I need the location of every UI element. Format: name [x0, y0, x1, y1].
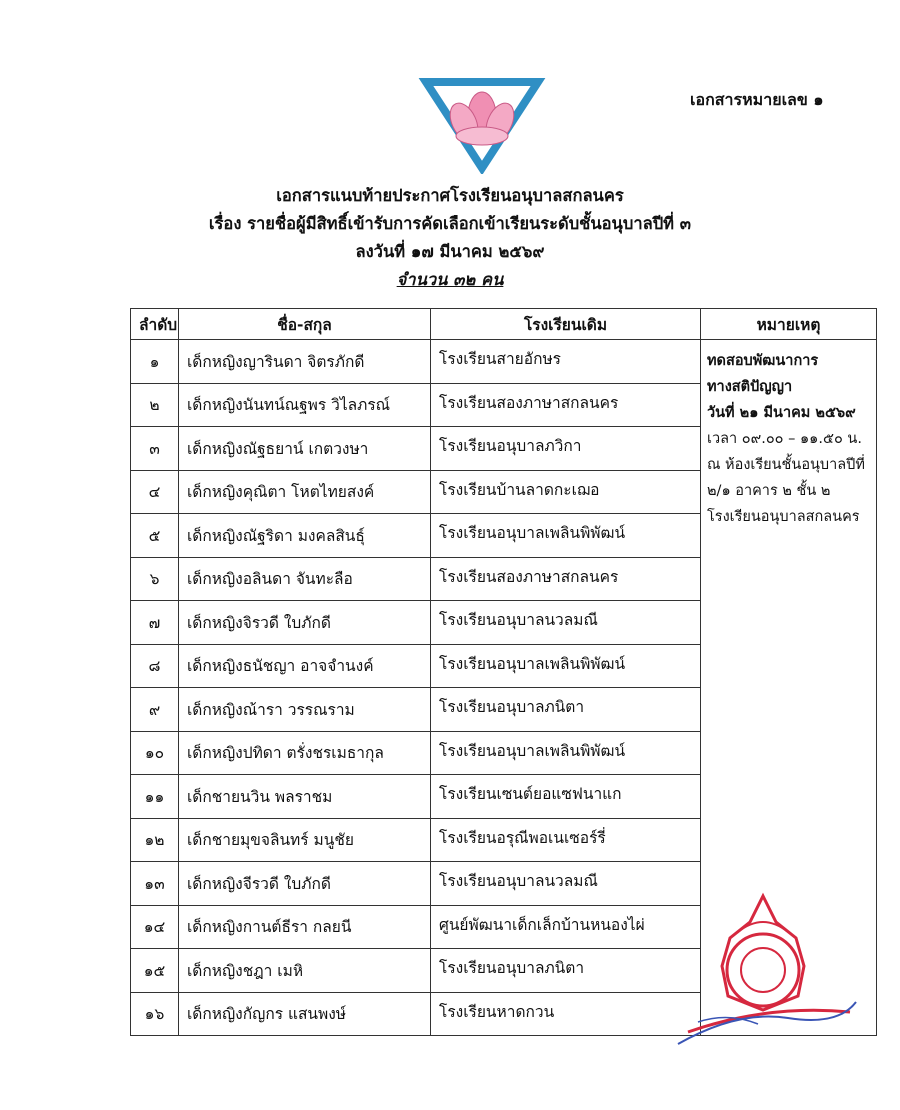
document-heading — [0, 182, 900, 294]
row-name: เด็กหญิงกานต์ธีรา กลยนี — [179, 905, 431, 949]
row-name: เด็กหญิงจิรวดี ใบภักดี — [179, 601, 431, 645]
header-school: โรงเรียนเดิม — [431, 309, 701, 340]
row-no: ๑๓ — [131, 862, 179, 906]
row-school: โรงเรียนสองภาษาสกลนคร — [431, 557, 701, 601]
row-school: โรงเรียนอนุบาลนวลมณี — [431, 601, 701, 645]
row-school: โรงเรียนอนุบาลภนิตา — [431, 688, 701, 732]
heading-line-2: เรื่อง รายชื่อผู้มีสิทธิ์เข้ารับการคัดเลือกเข้าเรียนระดับชั้นอนุบาลปีที่ ๓ — [208, 214, 692, 233]
row-no: ๑๐ — [131, 731, 179, 775]
row-name: เด็กหญิงจีรวดี ใบภักดี — [179, 862, 431, 906]
row-name: เด็กหญิงญารินดา จิตรภักดี — [179, 340, 431, 384]
table-header-row — [131, 309, 877, 340]
remark-line-2: ทางสติปัญญา — [707, 379, 793, 395]
row-school: โรงเรียนอรุณีพอเนเซอร์รี่ — [431, 818, 701, 862]
header-remark: หมายเหตุ — [701, 309, 877, 340]
heading-line-3: ลงวันที่ ๑๗ มีนาคม ๒๕๖๙ — [355, 242, 545, 261]
heading-count: จำนวน ๓๒ คน — [396, 270, 504, 289]
row-name: เด็กหญิงชฎา เมหิ — [179, 949, 431, 993]
row-school: โรงเรียนอนุบาลเพลินพิพัฒน์ — [431, 514, 701, 558]
row-school: โรงเรียนอนุบาลเพลินพิพัฒน์ — [431, 731, 701, 775]
heading-line-1: เอกสารแนบท้ายประกาศโรงเรียนอนุบาลสกลนคร — [276, 186, 624, 205]
row-name: เด็กหญิงกัญกร แสนพงษ์ — [179, 992, 431, 1036]
row-no: ๕ — [131, 514, 179, 558]
row-name: เด็กหญิงณัฐริดา มงคลสินธุ์ — [179, 514, 431, 558]
row-no: ๑๑ — [131, 775, 179, 819]
remark-line-4: เวลา ๐๙.๐๐ – ๑๑.๕๐ น. — [707, 431, 862, 447]
row-school: โรงเรียนเซนต์ยอแซฟนาแก — [431, 775, 701, 819]
row-no: ๖ — [131, 557, 179, 601]
remark-line-7: โรงเรียนอนุบาลสกลนคร — [707, 509, 860, 525]
row-name: เด็กชายนวิน พลราชม — [179, 775, 431, 819]
row-school: ศูนย์พัฒนาเด็กเล็กบ้านหนองไผ่ — [431, 905, 701, 949]
row-school: โรงเรียนสองภาษาสกลนคร — [431, 383, 701, 427]
row-no: ๑๕ — [131, 949, 179, 993]
row-school: โรงเรียนหาดกวน — [431, 992, 701, 1036]
row-no: ๔ — [131, 470, 179, 514]
row-name: เด็กหญิงธนัชญา อาจจำนงค์ — [179, 644, 431, 688]
remark-line-6: ๒/๑ อาคาร ๒ ชั้น ๒ — [707, 483, 831, 499]
row-school: โรงเรียนอนุบาลภนิตา — [431, 949, 701, 993]
table-row — [131, 340, 877, 384]
remark-line-3: วันที่ ๒๑ มีนาคม ๒๕๖๙ — [707, 405, 856, 421]
row-no: ๑๔ — [131, 905, 179, 949]
document-number: เอกสารหมายเลข ๑ — [690, 90, 824, 109]
row-school: โรงเรียนอนุบาลภวิกา — [431, 427, 701, 471]
row-name: เด็กหญิงนันทน์ณฐพร วิไลภรณ์ — [179, 383, 431, 427]
row-no: ๓ — [131, 427, 179, 471]
row-name: เด็กหญิงณ้ารา วรรณราม — [179, 688, 431, 732]
row-no: ๗ — [131, 601, 179, 645]
row-school: โรงเรียนสายอักษร — [431, 340, 701, 384]
row-name: เด็กหญิงอลินดา จันทะลือ — [179, 557, 431, 601]
row-name: เด็กหญิงคุณิตา โหตไทยสงค์ — [179, 470, 431, 514]
remark-line-1: ทดสอบพัฒนาการ — [707, 353, 819, 369]
row-school: โรงเรียนอนุบาลนวลมณี — [431, 862, 701, 906]
row-no: ๙ — [131, 688, 179, 732]
row-no: ๑๖ — [131, 992, 179, 1036]
row-no: ๑ — [131, 340, 179, 384]
row-name: เด็กหญิงปทิดา ตรั่งชรเมธากุล — [179, 731, 431, 775]
remark-line-5: ณ ห้องเรียนชั้นอนุบาลปีที่ — [707, 457, 865, 473]
school-seal-stamp — [668, 892, 858, 1052]
row-school: โรงเรียนอนุบาลเพลินพิพัฒน์ — [431, 644, 701, 688]
row-no: ๑๒ — [131, 818, 179, 862]
row-school: โรงเรียนบ้านลาดกะเฌอ — [431, 470, 701, 514]
header-no: ลำดับ — [131, 309, 179, 340]
row-no: ๘ — [131, 644, 179, 688]
row-name: เด็กชายมุขจลินทร์ มนูชัย — [179, 818, 431, 862]
header-name: ชื่อ-สกุล — [179, 309, 431, 340]
row-no: ๒ — [131, 383, 179, 427]
school-logo — [416, 74, 546, 174]
row-name: เด็กหญิงณัฐธยาน์ เกตวงษา — [179, 427, 431, 471]
